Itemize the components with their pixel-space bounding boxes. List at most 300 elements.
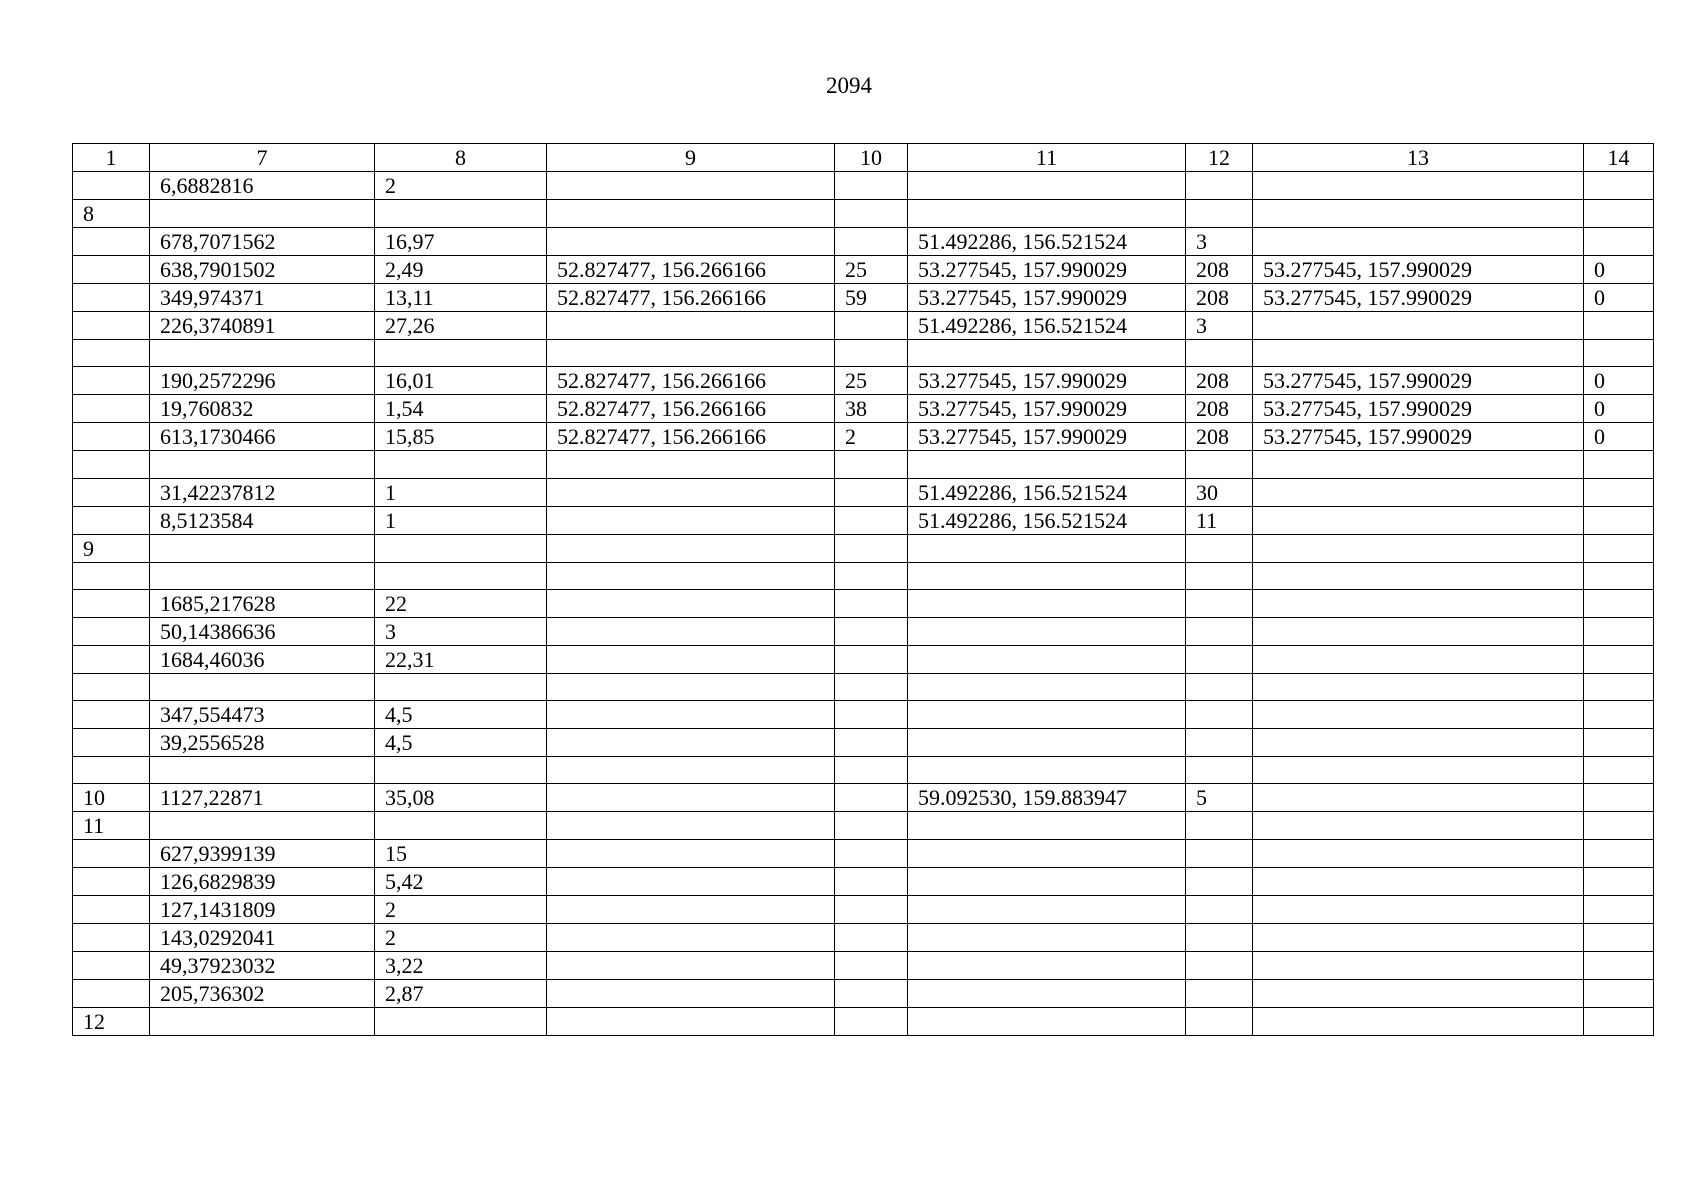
table-row [73,896,1654,924]
table-cell: 52.827477, 156.266166 [547,256,835,284]
table-cell [1186,729,1253,757]
table-cell [835,1008,908,1036]
table-cell [73,423,150,451]
table-cell [835,589,908,617]
column-header: 8 [375,144,547,172]
table-cell [547,589,835,617]
table-cell: 208 [1186,367,1253,395]
table-cell [1584,729,1654,757]
table-cell: 53.277545, 157.990029 [1253,284,1584,312]
table-cell [375,562,547,589]
table-cell [73,617,150,645]
table-cell: 30 [1186,478,1253,506]
table-cell [547,701,835,729]
table-cell [1253,312,1584,340]
table-cell [1584,478,1654,506]
table-cell [547,952,835,980]
table-cell [375,340,547,367]
table-row [73,423,1654,451]
table-cell: 53.277545, 157.990029 [908,423,1186,451]
table-cell [835,729,908,757]
table-row [73,645,1654,673]
table-cell: 15,85 [375,423,547,451]
table-cell [1253,1008,1584,1036]
table-cell [1253,172,1584,200]
table-row [73,980,1654,1008]
table-cell [547,924,835,952]
table-cell: 0 [1584,395,1654,423]
table-cell: 1684,46036 [150,645,375,673]
table-cell: 53.277545, 157.990029 [908,284,1186,312]
table-row [73,228,1654,256]
table-cell [1186,534,1253,562]
table-cell [1253,478,1584,506]
table-cell [547,451,835,478]
table-cell [1253,534,1584,562]
table-cell: 53.277545, 157.990029 [908,367,1186,395]
table-cell [1253,451,1584,478]
table-row [73,562,1654,589]
table-cell [1253,506,1584,534]
table-cell [1186,896,1253,924]
table-cell [547,340,835,367]
table-cell [835,312,908,340]
table-cell: 2 [835,423,908,451]
table-cell [1186,617,1253,645]
table-cell [73,980,150,1008]
table-cell [908,980,1186,1008]
table-cell [150,451,375,478]
table-cell: 5,42 [375,868,547,896]
table-cell [908,868,1186,896]
table-cell [1253,812,1584,840]
table-row [73,1008,1654,1036]
table-cell [1584,812,1654,840]
table-cell [1186,340,1253,367]
table-cell [375,200,547,228]
table-cell [835,952,908,980]
table-cell [547,200,835,228]
table-cell [1186,812,1253,840]
table-cell: 126,6829839 [150,868,375,896]
table-cell: 59.092530, 159.883947 [908,784,1186,812]
table-cell [1186,200,1253,228]
table-row [73,952,1654,980]
table-cell [547,645,835,673]
table-cell [1253,868,1584,896]
table-cell: 2,49 [375,256,547,284]
table-cell: 27,26 [375,312,547,340]
table-cell [1253,729,1584,757]
table-row [73,340,1654,367]
table-cell [150,812,375,840]
table-cell [547,980,835,1008]
table-cell [835,701,908,729]
table-cell [73,589,150,617]
table-cell [835,645,908,673]
table-cell: 2,87 [375,980,547,1008]
header-row [73,144,1654,172]
table-cell [1186,757,1253,784]
table-cell [1584,673,1654,700]
table-cell [1584,924,1654,952]
table-cell [835,451,908,478]
table-cell [1253,200,1584,228]
table-cell [375,812,547,840]
table-cell [547,673,835,700]
table-row [73,200,1654,228]
table-cell: 35,08 [375,784,547,812]
table-cell: 53.277545, 157.990029 [1253,423,1584,451]
table-cell [73,395,150,423]
table-cell: 208 [1186,395,1253,423]
table-cell [547,812,835,840]
table-cell [73,952,150,980]
column-header: 7 [150,144,375,172]
table-cell [908,896,1186,924]
table-cell [73,172,150,200]
table-cell [1186,673,1253,700]
table-cell [375,534,547,562]
table-cell [1186,701,1253,729]
table-cell [1584,534,1654,562]
table-cell: 12 [73,1008,150,1036]
table-cell [835,172,908,200]
table-cell [1584,1008,1654,1036]
table-cell: 3 [1186,312,1253,340]
table-cell [547,896,835,924]
table-cell [835,228,908,256]
table-cell [908,952,1186,980]
table-cell [73,896,150,924]
table-row [73,506,1654,534]
table-cell: 4,5 [375,701,547,729]
table-cell [835,673,908,700]
table-cell [1584,228,1654,256]
table-cell [1186,1008,1253,1036]
table-cell [1253,980,1584,1008]
table-cell [1584,340,1654,367]
table-cell [73,757,150,784]
table-cell: 51.492286, 156.521524 [908,478,1186,506]
table-cell: 208 [1186,284,1253,312]
table-cell: 143,0292041 [150,924,375,952]
table-cell [1584,868,1654,896]
table-cell: 3,22 [375,952,547,980]
table-cell [908,200,1186,228]
table-row [73,924,1654,952]
table-cell [547,868,835,896]
table-cell [547,228,835,256]
column-header: 11 [908,144,1186,172]
table-cell: 2 [375,172,547,200]
table-cell [1584,562,1654,589]
table-cell [150,340,375,367]
table-cell: 51.492286, 156.521524 [908,506,1186,534]
table-cell [1253,784,1584,812]
table-cell [908,673,1186,700]
table-cell [908,757,1186,784]
table-cell: 39,2556528 [150,729,375,757]
table-cell: 627,9399139 [150,840,375,868]
table-cell [1584,784,1654,812]
data-table [72,143,1654,1036]
table-row [73,478,1654,506]
table-cell: 52.827477, 156.266166 [547,423,835,451]
table-cell [150,1008,375,1036]
table-cell [908,451,1186,478]
column-header: 13 [1253,144,1584,172]
table-cell [1253,562,1584,589]
table-cell: 10 [73,784,150,812]
table-cell: 1 [375,506,547,534]
table-cell [547,172,835,200]
table-cell: 22,31 [375,645,547,673]
table-cell: 0 [1584,284,1654,312]
table-cell [1253,617,1584,645]
table-cell [835,534,908,562]
table-cell [835,868,908,896]
table-cell [1186,868,1253,896]
table-cell: 1 [375,478,547,506]
table-cell: 4,5 [375,729,547,757]
column-header: 1 [73,144,150,172]
column-header: 10 [835,144,908,172]
table-cell: 25 [835,256,908,284]
table-cell [1253,340,1584,367]
table-cell: 2 [375,924,547,952]
table-cell [908,645,1186,673]
table-cell [1584,701,1654,729]
table-cell [1186,645,1253,673]
table-row [73,868,1654,896]
table-cell: 9 [73,534,150,562]
table-cell [1584,757,1654,784]
table-cell [908,534,1186,562]
table-row [73,395,1654,423]
table-cell [908,340,1186,367]
table-cell [908,617,1186,645]
table-cell: 208 [1186,423,1253,451]
table-cell [1253,701,1584,729]
table-cell [835,617,908,645]
table-cell [1186,589,1253,617]
table-cell: 0 [1584,367,1654,395]
table-cell [1186,172,1253,200]
table-cell: 19,760832 [150,395,375,423]
table-cell [1584,896,1654,924]
table-cell: 16,01 [375,367,547,395]
table-cell [1584,617,1654,645]
table-cell [150,200,375,228]
table-row [73,673,1654,700]
table-cell: 25 [835,367,908,395]
table-row [73,812,1654,840]
table-row [73,451,1654,478]
table-cell: 53.277545, 157.990029 [908,256,1186,284]
table-cell [835,924,908,952]
table-cell: 53.277545, 157.990029 [1253,256,1584,284]
table-row [73,701,1654,729]
table-cell [835,840,908,868]
table-cell [1584,645,1654,673]
table-row [73,367,1654,395]
table-cell: 208 [1186,256,1253,284]
table-row [73,312,1654,340]
table-cell: 52.827477, 156.266166 [547,284,835,312]
table-cell: 51.492286, 156.521524 [908,312,1186,340]
table-cell: 127,1431809 [150,896,375,924]
table-cell [73,645,150,673]
table-cell: 2 [375,896,547,924]
table-cell [547,562,835,589]
table-cell: 13,11 [375,284,547,312]
table-cell [375,757,547,784]
table-row [73,757,1654,784]
table-cell: 49,37923032 [150,952,375,980]
table-cell [1584,506,1654,534]
table-cell [547,312,835,340]
table-cell [835,784,908,812]
table-cell: 0 [1584,423,1654,451]
table-cell [150,757,375,784]
table-cell [73,673,150,700]
table-cell: 0 [1584,256,1654,284]
table-cell [835,562,908,589]
table-cell [835,340,908,367]
table-cell: 11 [1186,506,1253,534]
table-cell [547,506,835,534]
table-cell [547,478,835,506]
table-cell: 1127,22871 [150,784,375,812]
table-cell [547,729,835,757]
table-cell: 205,736302 [150,980,375,1008]
table-cell [908,562,1186,589]
table-cell: 8,5123584 [150,506,375,534]
table-cell [1584,312,1654,340]
table-cell [1253,896,1584,924]
table-cell [1584,952,1654,980]
table-cell: 51.492286, 156.521524 [908,228,1186,256]
table-cell [1253,589,1584,617]
table-cell [1253,924,1584,952]
table-cell [73,701,150,729]
table-cell [908,729,1186,757]
table-cell [150,534,375,562]
table-row [73,534,1654,562]
table-cell: 638,7901502 [150,256,375,284]
table-cell [73,868,150,896]
table-cell: 1,54 [375,395,547,423]
table-cell [835,812,908,840]
table-cell [1186,952,1253,980]
table-cell [73,840,150,868]
table-cell [150,562,375,589]
table-cell [73,478,150,506]
table-cell [908,840,1186,868]
table-cell: 347,554473 [150,701,375,729]
table-cell: 53.277545, 157.990029 [1253,395,1584,423]
table-cell [1584,840,1654,868]
table-cell [73,562,150,589]
table-cell [1584,589,1654,617]
table-cell: 53.277545, 157.990029 [1253,367,1584,395]
table-cell [375,673,547,700]
table-cell [908,172,1186,200]
table-cell [908,924,1186,952]
table-cell [73,284,150,312]
table-row [73,589,1654,617]
table-cell [73,312,150,340]
table-cell [375,1008,547,1036]
table-cell [1253,645,1584,673]
table-cell: 5 [1186,784,1253,812]
table-row [73,729,1654,757]
table-cell [547,757,835,784]
table-cell [1186,562,1253,589]
table-cell [1253,228,1584,256]
table-cell [835,200,908,228]
table-cell: 16,97 [375,228,547,256]
table-cell: 15 [375,840,547,868]
table-cell [908,589,1186,617]
table-cell [73,451,150,478]
table-cell [1584,451,1654,478]
table-body [73,172,1654,1036]
table-cell [835,478,908,506]
table-row [73,784,1654,812]
table-header [73,144,1654,172]
column-header: 9 [547,144,835,172]
table-cell [835,980,908,1008]
table-cell [835,506,908,534]
table-cell: 11 [73,812,150,840]
table-cell [1253,757,1584,784]
table-cell [835,896,908,924]
table-cell [1584,200,1654,228]
table-row [73,256,1654,284]
table-cell [73,729,150,757]
table-cell [73,924,150,952]
table-cell: 349,974371 [150,284,375,312]
table-cell [1253,952,1584,980]
table-cell: 3 [375,617,547,645]
table-cell [73,367,150,395]
table-cell [1584,172,1654,200]
table-cell: 3 [1186,228,1253,256]
table-cell: 38 [835,395,908,423]
table-cell [547,534,835,562]
table-cell: 53.277545, 157.990029 [908,395,1186,423]
table-cell: 50,14386636 [150,617,375,645]
table-cell [908,812,1186,840]
table-cell: 31,42237812 [150,478,375,506]
table-cell: 226,3740891 [150,312,375,340]
page-number: 2094 [826,73,872,98]
table-cell: 22 [375,589,547,617]
table-cell: 52.827477, 156.266166 [547,395,835,423]
table-cell [908,701,1186,729]
table-cell [73,340,150,367]
table-cell [547,840,835,868]
table-cell [547,617,835,645]
table-cell [1186,840,1253,868]
column-header: 14 [1584,144,1654,172]
table-cell [1186,980,1253,1008]
table-cell [1584,980,1654,1008]
table-cell: 52.827477, 156.266166 [547,367,835,395]
table-cell [73,228,150,256]
